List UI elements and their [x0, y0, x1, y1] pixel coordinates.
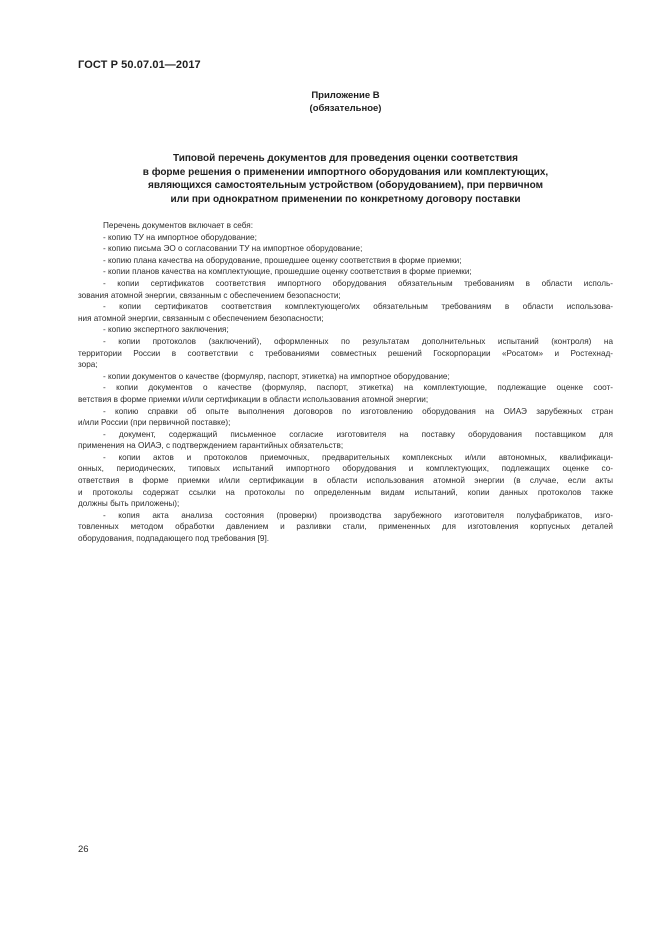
list-item-continuation: ния атомной энергии, связанным с обеспечением безопасности;	[78, 313, 324, 323]
list-item-continuation: и/или России (при первичной поставке);	[78, 418, 231, 428]
list-item: - копию справки об опыте выполнения договоров по изготовлению оборудования на ОИАЭ зарубежных стран	[103, 406, 613, 416]
list-item: - копию ТУ на импортное оборудование;	[103, 232, 257, 242]
list-item: - копии документов о качестве (формуляр, паспорт, этикетка) на комплектующие, подлежащие оценке соот-	[103, 383, 613, 393]
list-item: - копию письма ЭО о согласовании ТУ на импортное оборудование;	[103, 244, 363, 254]
document-title-line: или при однократном применении по конкретному договору поставки	[170, 193, 521, 205]
list-item: - копию экспертного заключения;	[103, 325, 229, 335]
list-item-continuation: территории России в соответствии с требованиями совместных решений Госкорпорации «Росатом» и Ростехнад-	[78, 348, 613, 358]
list-item: - копии актов и протоколов приемочных, предварительных комплексных и/или автономных, квалификаци-	[103, 452, 613, 462]
list-item-continuation: должны быть приложены);	[78, 499, 180, 509]
list-item-continuation: ветствия в форме приемки и/или сертификации в области использования атомной энергии;	[78, 394, 429, 404]
list-item-continuation: товленных методом обработки давлением и разливки стали, примененных для изготовления корпусных деталей	[78, 522, 613, 532]
appendix-status: (обязательное)	[309, 103, 382, 114]
list-item-continuation: зора;	[78, 360, 98, 370]
list-item: - документ, содержащий письменное согласие изготовителя на поставку оборудования поставщиком для	[103, 429, 613, 439]
document-title-line: в форме решения о применении импортного оборудования или комплектующих,	[142, 166, 549, 178]
appendix-title: Приложение В	[311, 90, 380, 101]
list-item-continuation: зования атомной энергии, связанным с обеспечением безопасности;	[78, 290, 341, 300]
list-item: - копии протоколов (заключений), оформленных по результатам дополнительных испытаний (контроля) на	[103, 336, 613, 346]
list-item-continuation: ответствия в форме приемки и/или сертификации в области использования атомной энергии (в случае, если акты	[78, 476, 613, 486]
document-body	[78, 220, 613, 545]
page-number: 26	[78, 844, 89, 855]
standard-code-header: ГОСТ Р 50.07.01—2017	[78, 59, 201, 71]
document-title	[78, 152, 613, 206]
list-item-continuation: применения на ОИАЭ, с подтверждением гарантийных обязательств;	[78, 441, 344, 451]
list-item: - копии документов о качестве (формуляр, паспорт, этикетка) на импортное оборудование;	[103, 371, 450, 381]
list-item: - копия акта анализа состояния (проверки) производства зарубежного изготовителя полуфабрикатов, изго-	[103, 510, 613, 520]
list-item-continuation: онных, периодических, типовых испытаний импортного оборудования и комплектующих, подлежащих оценке со-	[78, 464, 613, 474]
list-item: - копию плана качества на оборудование, прошедшее оценку соответствия в форме приемки;	[103, 255, 462, 265]
list-item: - копии сертификатов соответствия импортного оборудования обязательным требованиям в области исполь-	[103, 278, 613, 288]
list-item: - копии сертификатов соответствия комплектующего/их обязательным требованиям в области использова-	[103, 302, 613, 312]
body-intro-line: Перечень документов включает в себя:	[103, 221, 253, 230]
list-item-continuation: и протоколы содержат ссылки на протоколы по определенным видам испытаний, копии данных протоколов также	[78, 487, 613, 497]
document-title-line: являющихся самостоятельным устройством (оборудованием), при первичном	[148, 180, 543, 191]
list-item-continuation: оборудования, подпадающего под требования [9].	[78, 534, 270, 544]
list-item: - копии планов качества на комплектующие, прошедшие оценку соответствия в форме приемки;	[103, 267, 472, 277]
document-title-line: Типовой перечень документов для проведения оценки соответствия	[173, 153, 518, 164]
